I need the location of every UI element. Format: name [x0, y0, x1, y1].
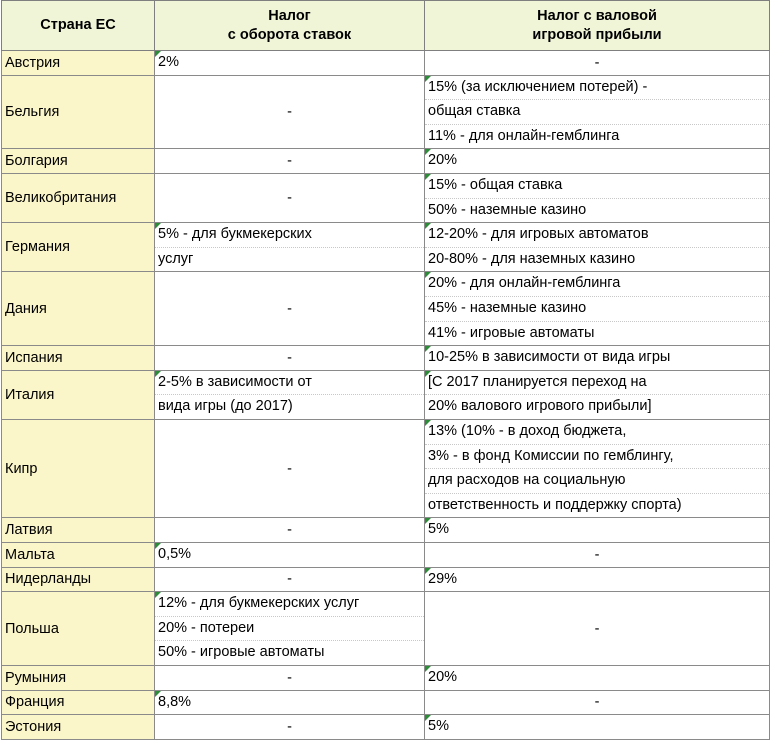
turnover-tax-cell: - [155, 346, 425, 371]
ggr-tax-cell-line: 20-80% - для наземных казино [425, 247, 769, 272]
country-cell: Латвия [2, 518, 155, 543]
turnover-tax-cell-line: 2% [155, 51, 424, 75]
country-cell: Италия [2, 370, 155, 419]
turnover-tax-cell [155, 370, 425, 419]
country-cell: Нидерланды [2, 567, 155, 592]
ggr-tax-cell [425, 370, 770, 419]
table-row [2, 542, 770, 567]
turnover-tax-cell: - [155, 665, 425, 690]
turnover-tax-cell-line: 8,8% [155, 691, 424, 715]
turnover-tax-cell-line: 5% - для букмекерских [155, 223, 424, 247]
table-row [2, 518, 770, 543]
country-cell: Мальта [2, 542, 155, 567]
table-row [2, 346, 770, 371]
ggr-tax-cell [425, 715, 770, 740]
ggr-tax-cell [425, 665, 770, 690]
ggr-tax-cell-line: общая ставка [425, 99, 769, 124]
turnover-tax-cell [155, 690, 425, 715]
header-ggr-line: Налог с валовой [537, 7, 657, 24]
ggr-tax-cell-line: 20% [425, 666, 769, 690]
ggr-tax-cell [425, 419, 770, 517]
tax-table [1, 0, 770, 740]
ggr-tax-cell-line: 5% [425, 715, 769, 739]
ggr-tax-cell-line: 50% - наземные казино [425, 198, 769, 223]
ggr-tax-cell [425, 223, 770, 272]
country-cell: Румыния [2, 665, 155, 690]
country-cell: Эстония [2, 715, 155, 740]
turnover-tax-cell: - [155, 173, 425, 222]
country-cell: Польша [2, 592, 155, 666]
turnover-tax-cell-line: 12% - для букмекерских услуг [155, 592, 424, 616]
ggr-tax-cell [425, 149, 770, 174]
ggr-tax-cell-line: 29% [425, 568, 769, 592]
ggr-tax-cell-line: для расходов на социальную [425, 468, 769, 493]
ggr-tax-cell-line: 41% - игровые автоматы [425, 321, 769, 346]
table-body [2, 51, 770, 740]
header-turnover-line: с оборота ставок [227, 26, 352, 43]
table-row [2, 173, 770, 222]
ggr-tax-cell: - [425, 690, 770, 715]
turnover-tax-cell: - [155, 715, 425, 740]
ggr-tax-cell [425, 173, 770, 222]
turnover-tax-cell [155, 542, 425, 567]
turnover-tax-cell: - [155, 272, 425, 346]
turnover-tax-cell: - [155, 567, 425, 592]
country-cell: Австрия [2, 51, 155, 76]
table-row [2, 592, 770, 666]
table-row [2, 149, 770, 174]
ggr-tax-cell: - [425, 592, 770, 666]
ggr-tax-cell-line: 3% - в фонд Комиссии по гемблингу, [425, 444, 769, 469]
turnover-tax-cell-line: вида игры (до 2017) [155, 394, 424, 419]
ggr-tax-cell: - [425, 51, 770, 76]
turnover-tax-cell-line: 0,5% [155, 543, 424, 567]
turnover-tax-cell: - [155, 75, 425, 149]
ggr-tax-cell-line: 5% [425, 518, 769, 542]
table-row [2, 223, 770, 272]
turnover-tax-cell-line: услуг [155, 247, 424, 272]
header-ggr-line: игровой прибыли [532, 26, 662, 43]
turnover-tax-cell-line: 2-5% в зависимости от [155, 371, 424, 395]
ggr-tax-cell-line: 20% - для онлайн-гемблинга [425, 272, 769, 296]
country-cell: Бельгия [2, 75, 155, 149]
table-row [2, 51, 770, 76]
ggr-tax-cell [425, 75, 770, 149]
table-row [2, 272, 770, 346]
ggr-tax-cell-line: 11% - для онлайн-гемблинга [425, 124, 769, 149]
ggr-tax-cell [425, 518, 770, 543]
ggr-tax-cell-line: 10-25% в зависимости от вида игры [425, 346, 769, 370]
ggr-tax-cell-line: 20% [425, 149, 769, 173]
ggr-tax-cell-line: [С 2017 планируется переход на [425, 371, 769, 395]
table-row [2, 690, 770, 715]
turnover-tax-cell [155, 223, 425, 272]
turnover-tax-cell: - [155, 419, 425, 517]
ggr-tax-cell-line: 12-20% - для игровых автоматов [425, 223, 769, 247]
header-ggr-tax [425, 1, 770, 51]
turnover-tax-cell [155, 592, 425, 666]
ggr-tax-cell [425, 567, 770, 592]
ggr-tax-cell-line: ответственность и поддержку спорта) [425, 493, 769, 518]
ggr-tax-cell [425, 346, 770, 371]
country-cell: Болгария [2, 149, 155, 174]
table-row [2, 715, 770, 740]
country-cell: Франция [2, 690, 155, 715]
ggr-tax-cell [425, 272, 770, 346]
header-row [2, 1, 770, 51]
turnover-tax-cell: - [155, 518, 425, 543]
table-row [2, 419, 770, 517]
turnover-tax-cell-line: 20% - потереи [155, 616, 424, 641]
turnover-tax-cell: - [155, 149, 425, 174]
table-row [2, 370, 770, 419]
turnover-tax-cell [155, 51, 425, 76]
table-row [2, 665, 770, 690]
country-cell: Дания [2, 272, 155, 346]
ggr-tax-cell-line: 45% - наземные казино [425, 296, 769, 321]
header-turnover-tax [155, 1, 425, 51]
ggr-tax-cell-line: 15% (за исключением потерей) - [425, 76, 769, 100]
country-cell: Испания [2, 346, 155, 371]
header-turnover-line: Налог [268, 7, 311, 24]
ggr-tax-cell: - [425, 542, 770, 567]
ggr-tax-cell-line: 20% валового игрового прибыли] [425, 394, 769, 419]
ggr-tax-cell-line: 15% - общая ставка [425, 174, 769, 198]
turnover-tax-cell-line: 50% - игровые автоматы [155, 640, 424, 665]
table-row [2, 75, 770, 149]
country-cell: Кипр [2, 419, 155, 517]
country-cell: Германия [2, 223, 155, 272]
ggr-tax-cell-line: 13% (10% - в доход бюджета, [425, 420, 769, 444]
country-cell: Великобритания [2, 173, 155, 222]
header-country: Страна ЕС [2, 1, 155, 51]
table-row [2, 567, 770, 592]
